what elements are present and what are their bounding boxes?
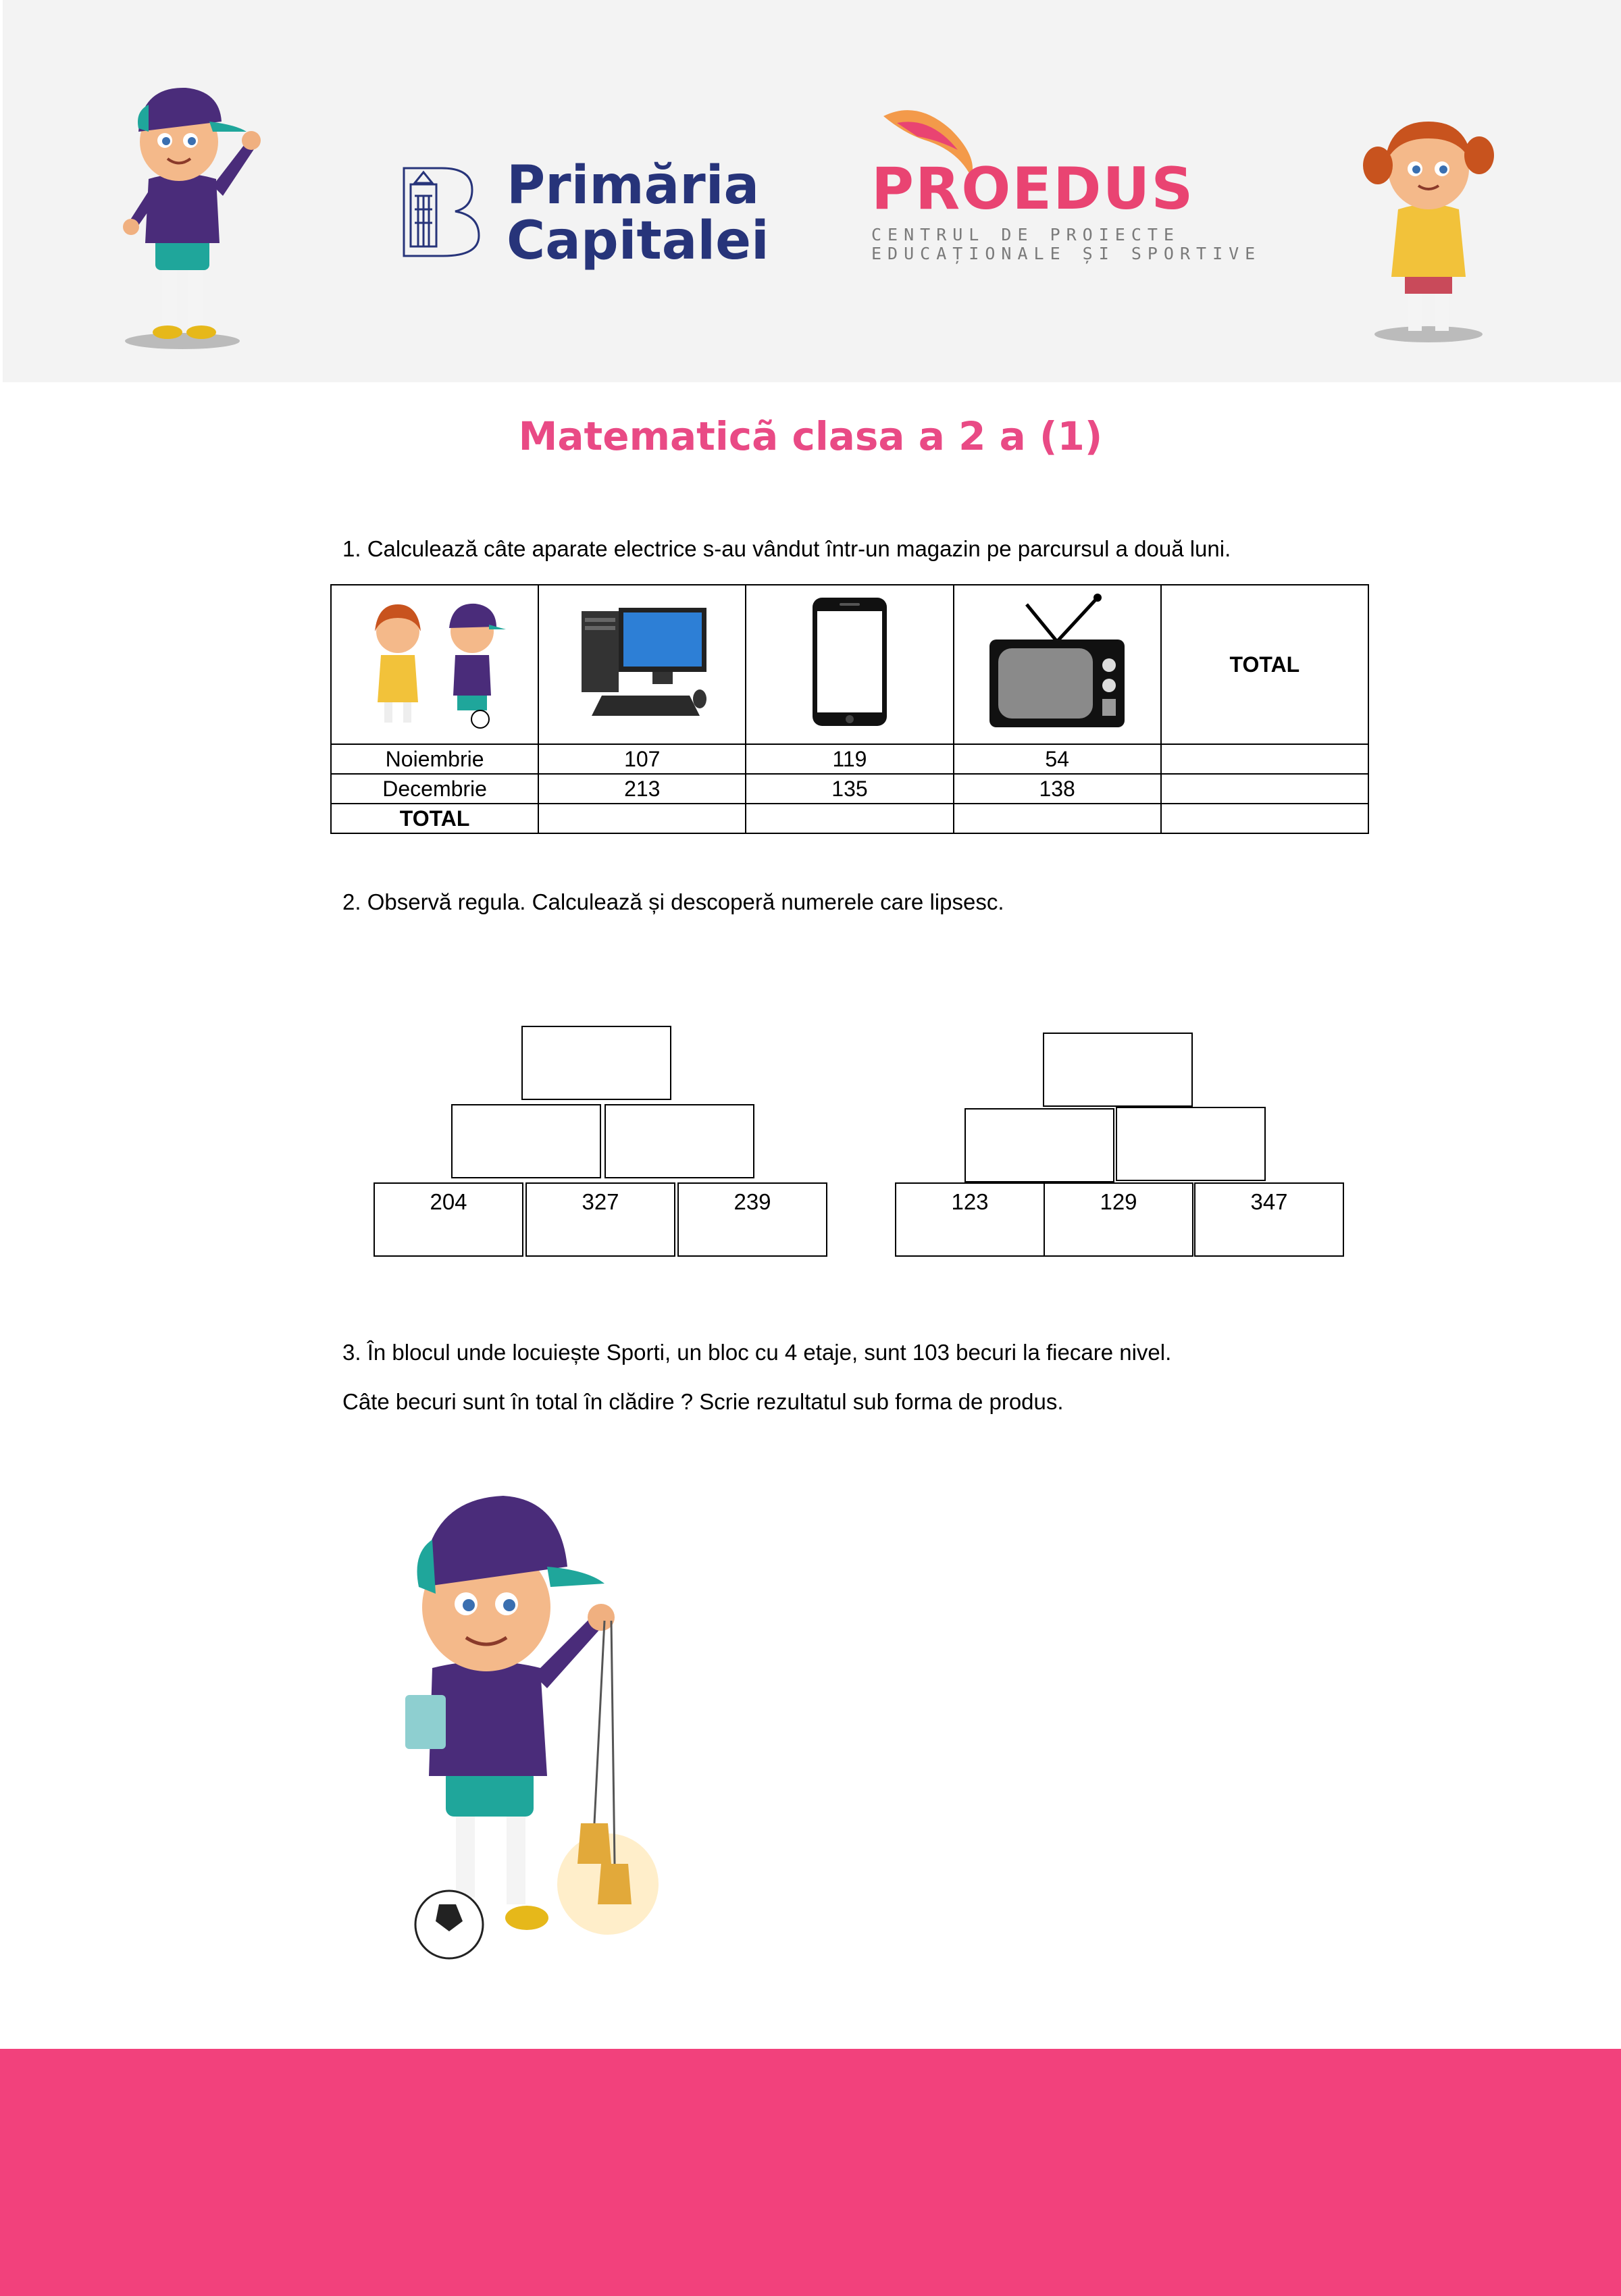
tv-total-answer-cell[interactable] [954,804,1161,833]
boy-with-lanterns-illustration [392,1486,675,1965]
pyramid1-base-box-2: 327 [525,1182,675,1257]
pyramid1-top-answer-box[interactable] [521,1026,671,1100]
primaria-building-icon [401,165,482,259]
kids-mascots-icon [351,594,519,729]
pyramid2-middle-left-answer-box[interactable] [964,1108,1114,1182]
pyramid2-base-box-1: 123 [895,1182,1045,1257]
kids-image-cell [331,585,538,744]
pyramid2-base-box-2: 129 [1044,1182,1193,1257]
phone-icon [809,594,890,729]
pyramid1-middle-right-answer-box[interactable] [604,1104,754,1178]
tv-icon [986,591,1128,733]
primaria-logo-line2: Capitalei [507,211,769,271]
girl-mascot-illustration [1351,101,1506,344]
proedus-logo-name: PROEDUS [871,155,1195,223]
phone-value: 135 [746,774,953,804]
proedus-tagline-line1: CENTRUL DE PROIECTE [871,225,1180,244]
phone-value: 119 [746,744,953,774]
pyramid1-base-box-3: 239 [677,1182,827,1257]
computer-value: 213 [538,774,746,804]
table-row [331,744,1368,774]
row-label: Noiembrie [331,744,538,774]
tv-image-cell [954,585,1161,744]
pyramid1-base-box-1: 204 [374,1182,523,1257]
question-1-text: 1. Calculează câte aparate electrice s-au vândut într-un magazin pe parcursul a două luni. [342,536,1231,561]
question-3-line-1: 3. În blocul unde locuiește Sporti, un bloc cu 4 etaje, sunt 103 becuri la fiecare nivel. [342,1340,1172,1365]
question-3-line-2: Câte becuri sunt în total în clădire ? Scrie rezultatul sub forma de produs. [342,1389,1064,1414]
pyramid2-top-answer-box[interactable] [1043,1033,1193,1107]
sales-table [330,584,1369,834]
phone-total-answer-cell[interactable] [746,804,953,833]
total-row-label: TOTAL [331,804,538,833]
computer-image-cell [538,585,746,744]
total-answer-cell[interactable] [1161,774,1368,804]
primaria-logo-text [507,155,769,271]
table-row [331,804,1368,833]
total-answer-cell[interactable] [1161,744,1368,774]
tv-value: 138 [954,774,1161,804]
pyramid2-middle-right-answer-box[interactable] [1116,1107,1266,1181]
proedus-logo-tagline [871,226,1261,263]
proedus-tagline-line2: EDUCAȚIONALE ȘI SPORTIVE [871,244,1262,263]
table-row [331,774,1368,804]
grand-total-answer-cell[interactable] [1161,804,1368,833]
boy-mascot-illustration [108,68,263,351]
footer-band [0,2049,1621,2296]
computer-value: 107 [538,744,746,774]
phone-image-cell [746,585,953,744]
table-header-row [331,585,1368,744]
question-2-text: 2. Observă regula. Calculează și descoperă numerele care lipsesc. [342,889,1004,914]
primaria-logo-line1: Primăria [507,155,760,216]
total-header-cell: TOTAL [1161,585,1368,744]
computer-icon [575,598,710,726]
computer-total-answer-cell[interactable] [538,804,746,833]
pyramid2-base-box-3: 347 [1194,1182,1344,1257]
pyramid1-middle-left-answer-box[interactable] [451,1104,601,1178]
page-title: Matematicã clasa a 2 a (1) [518,413,1103,459]
tv-value: 54 [954,744,1161,774]
row-label: Decembrie [331,774,538,804]
